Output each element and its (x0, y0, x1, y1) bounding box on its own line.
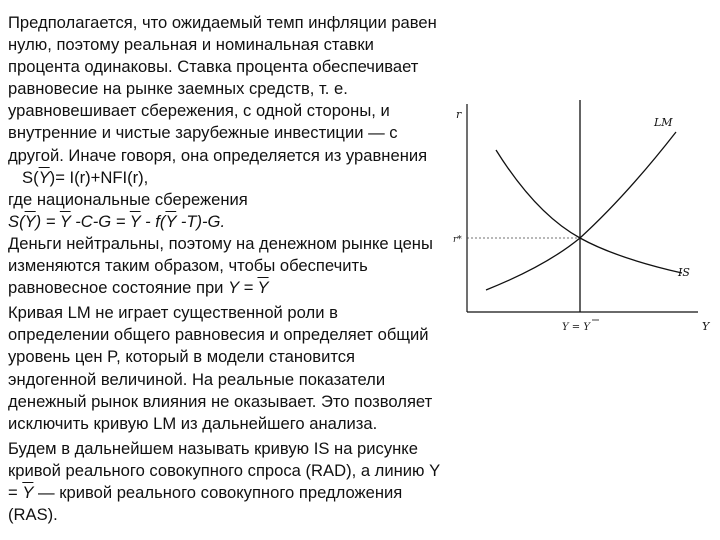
axis-x-label: Y (702, 320, 710, 333)
eq1-part-a: S( (22, 167, 39, 187)
eq2-ybar-3: $\overline{Y}$ (129, 211, 141, 231)
is-label: IS (678, 266, 690, 279)
eq2-ybar-2: $\overline{Y}$ (59, 211, 71, 231)
eq2-ybar-1: $\overline{Y}$ (24, 211, 36, 231)
paragraph-lm-curve: Кривая LM не играет существенной роли в определении общего равновесия и определяет общий уровень цен P, который в модели становится эндогенной величиной. На реальные показатели денежный рынок влияния не оказывает. Это позволяет исключить кривую LM из дальнейшего анализа. (8, 303, 433, 433)
cut-off-line (8, 504, 440, 525)
curve-increasing (486, 132, 676, 290)
eq2-part-d: - f( (140, 211, 166, 231)
p3-y: Y (228, 278, 239, 298)
curve-decreasing (496, 150, 682, 273)
eq2-part-e: -T)-G. (176, 211, 226, 231)
is-lm-diagram (446, 96, 716, 346)
p3-eq: = (238, 278, 258, 298)
y-equals-ybar-label: Y = Y (562, 322, 590, 333)
eq1-part-b: )= I(r)+NFI(r), (49, 167, 149, 187)
p5-text-b: — кривой реального совокупного предложения (33, 482, 403, 502)
equation-savings-investment (8, 167, 440, 189)
paragraph-rad-ras (8, 438, 440, 504)
paragraph-national-savings: где национальные сбережения (8, 189, 248, 209)
p3-ybar: $\overline{Y}$ (257, 278, 269, 298)
paragraph-intro: Предполагается, что ожидаемый темп инфляции равен нулю, поэтому реальная и номинальная ставки процента одинаковы. Ставка процента обеспечивает равновесие на рынке заемных средств, т. е. уравновешивает сбережения, с одной стороны, и внутренние и чистые зарубежные инвестиции — с другой. Иначе говоря, она определяется из уравнения (8, 13, 437, 165)
eq1-ybar: $\overline{Y}$ (38, 167, 50, 187)
text-column (8, 12, 440, 525)
p5-text-a: Будем в дальнейшем называть кривую IS на рисунке кривой реального совокупного спроса (RAD), а линию Y = (8, 438, 440, 502)
p5-ybar: $\overline{Y}$ (22, 482, 34, 502)
equation-national-savings (8, 211, 440, 233)
r-star-label: r* (453, 235, 462, 245)
eq2-part-a: S( (8, 211, 25, 231)
eq2-part-c: -C-G = (70, 211, 130, 231)
paragraph-money-neutral (8, 233, 440, 299)
is-lm-svg (446, 96, 716, 346)
p6-cut-text: (RAS). (8, 505, 58, 525)
axis-y-label: r (456, 108, 462, 121)
lm-label: LM (654, 116, 673, 129)
eq2-part-b: ) = (35, 211, 60, 231)
p3-text: Деньги нейтральны, поэтому на денежном рынке цены изменяются таким образом, чтобы обеспечить равновесное состояние при (8, 233, 433, 298)
eq2-ybar-4: $\overline{Y}$ (165, 211, 177, 231)
